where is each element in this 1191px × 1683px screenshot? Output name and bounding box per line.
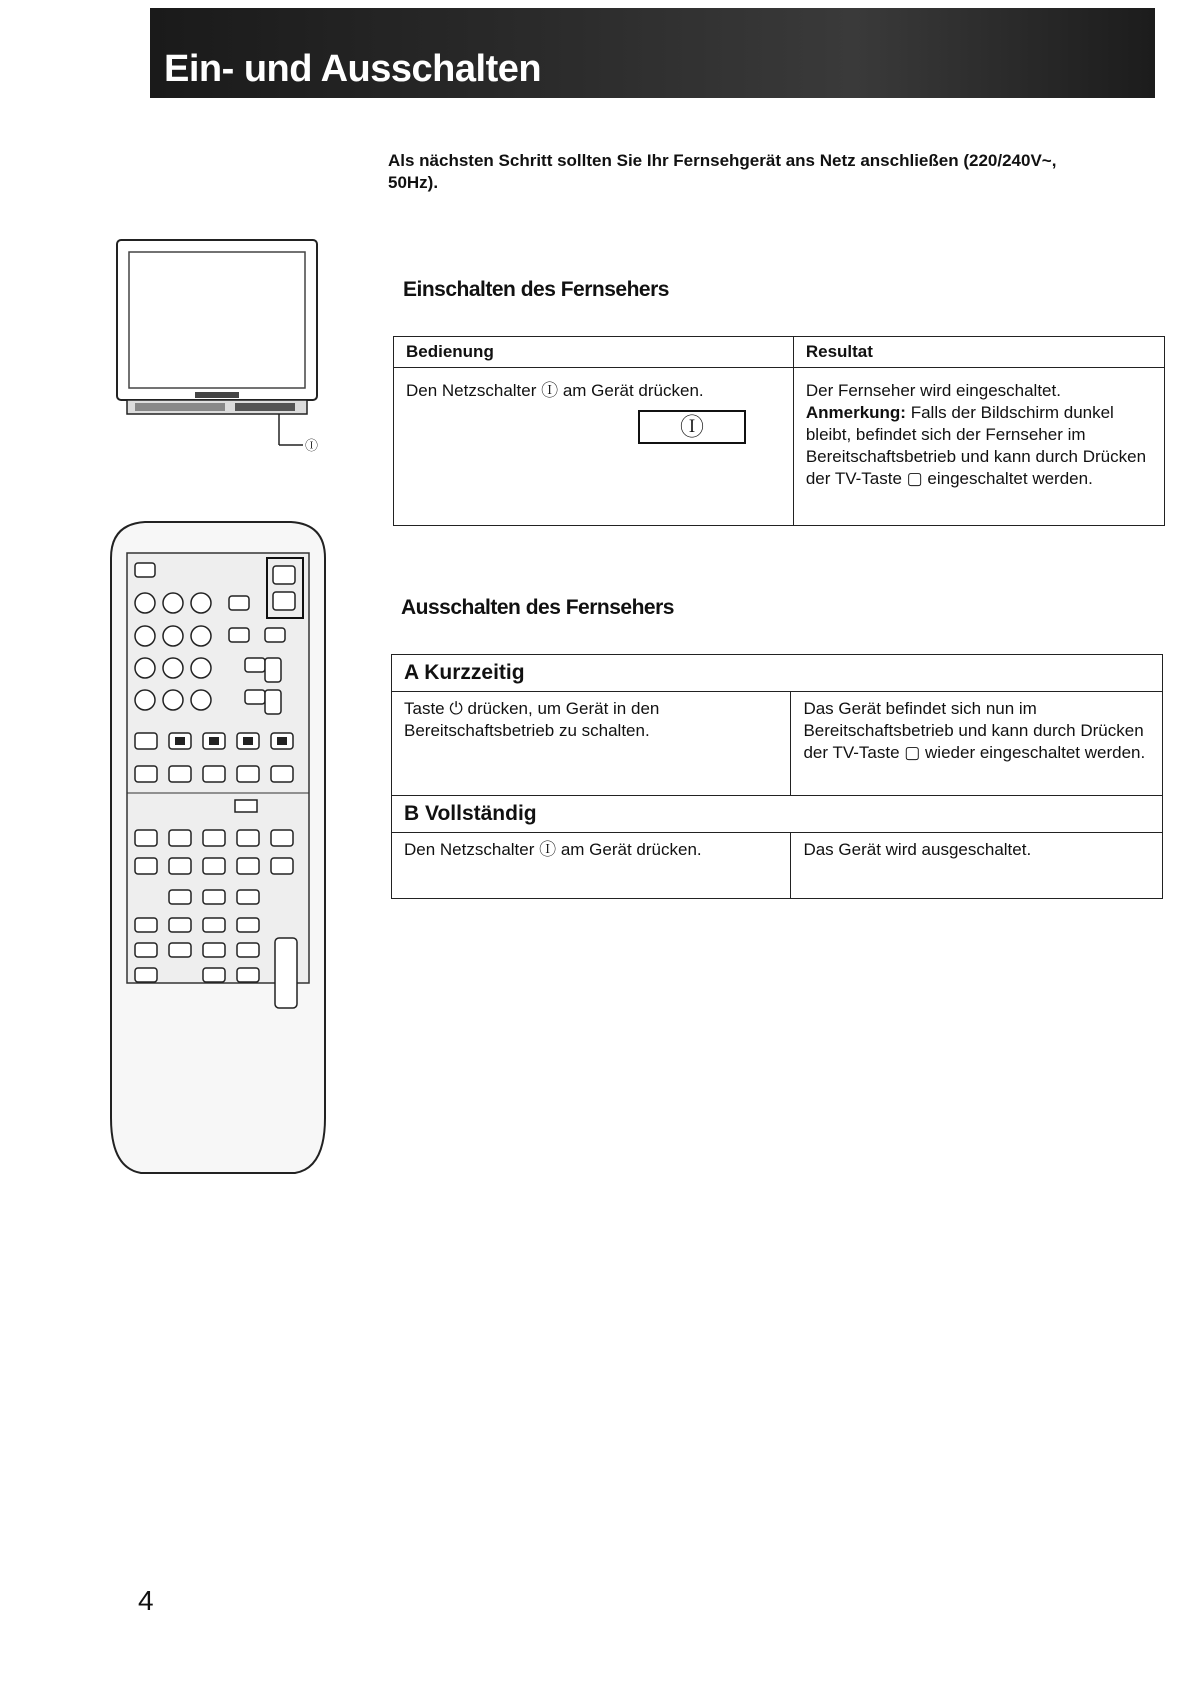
switch-off-table (391, 654, 1163, 899)
note-label: Anmerkung: (805, 403, 906, 422)
switch-on-table (393, 336, 1165, 526)
page-number: 4 (138, 1585, 154, 1616)
remote-control-illustration (105, 518, 335, 1178)
part-a-operation: Taste ⏻ drücken, um Gerät in den Bereitschaftsbetrieb zu schalten. (392, 692, 791, 796)
part-a-title: A Kurzzeitig (392, 655, 1163, 692)
part-a-result: Das Gerät befindet sich nun im Bereitschaftsbetrieb und kann durch Drücken der TV-Taste ▢ wieder eingeschaltet werden. (791, 692, 1163, 796)
column-header-result: Resultat (793, 337, 1164, 368)
section-on-heading: Einschalten des Fernsehers (403, 278, 669, 301)
result-text: Der Fernseher wird eingeschaltet. (805, 381, 1061, 400)
tv-power-label: Ⓘ (305, 439, 319, 454)
page-title: Ein- und Ausschalten (164, 48, 542, 90)
part-b-title: B Vollständig (392, 796, 1163, 833)
operation-cell (394, 368, 794, 526)
result-cell (793, 368, 1164, 526)
tv-illustration (115, 238, 345, 458)
intro-text: Als nächsten Schritt sollten Sie Ihr Fernsehgerät ans Netz anschließen (220/240V~, 50Hz). (388, 151, 1057, 192)
operation-text: Den Netzschalter Ⓘ am Gerät drücken. (406, 381, 704, 400)
section-off-heading: Ausschalten des Fernsehers (401, 596, 674, 619)
title-bar (150, 8, 1155, 98)
column-header-operation: Bedienung (394, 337, 794, 368)
part-b-result: Das Gerät wird ausgeschaltet. (791, 833, 1163, 899)
note-text: Falls der Bildschirm dunkel bleibt, befindet sich der Fernseher im Bereitschaftsbetrieb und kann durch Drücken der TV-Taste ▢ eingeschaltet werden. (805, 403, 1147, 488)
part-b-operation: Den Netzschalter Ⓘ am Gerät drücken. (392, 833, 791, 899)
power-switch-icon: Ⓘ (638, 410, 746, 444)
